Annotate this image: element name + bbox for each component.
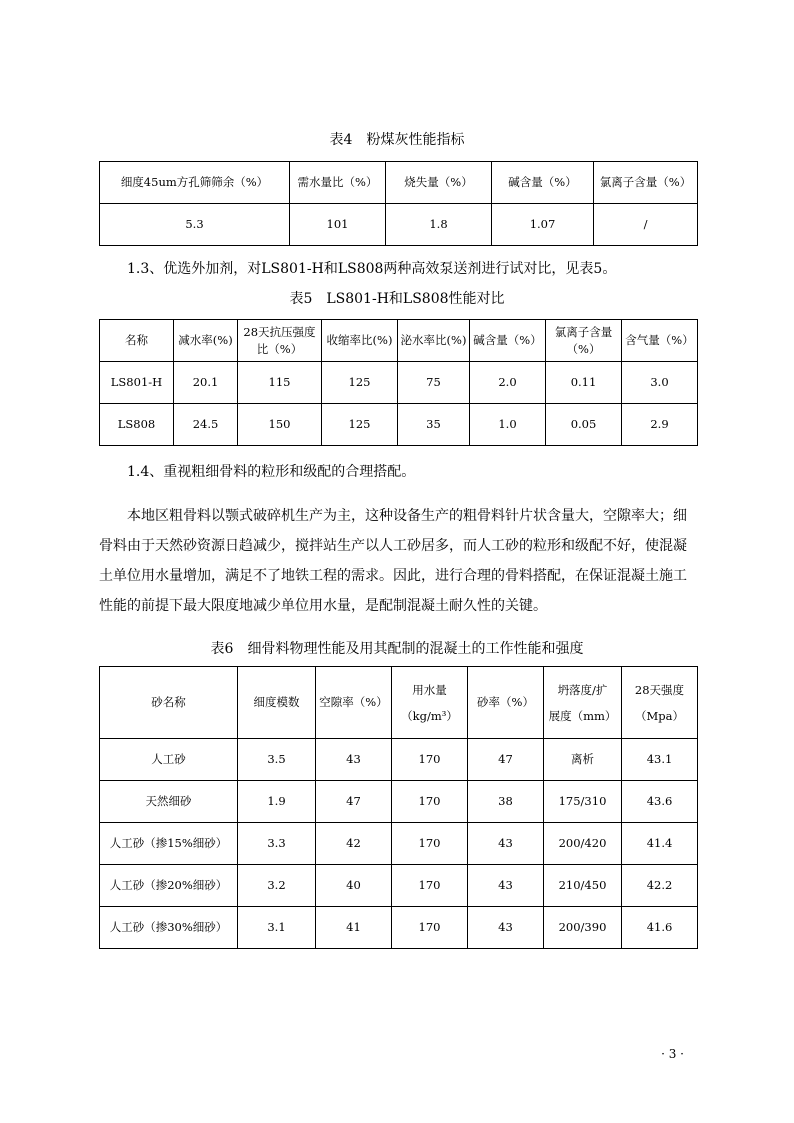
table4-cell: 1.07 <box>492 204 594 246</box>
table6-cell: 3.3 <box>238 823 316 865</box>
table6-cell: 200/390 <box>544 907 622 949</box>
table5-cell: 0.05 <box>546 404 622 446</box>
table-row <box>100 739 698 781</box>
table5-header-name: 名称 <box>100 320 174 362</box>
table6-caption: 表6 细骨料物理性能及用其配制的混凝土的工作性能和强度 <box>210 641 584 657</box>
table6-cell: 170 <box>392 823 468 865</box>
table6-header-strength <box>622 667 698 739</box>
table6-cell: 43 <box>316 739 392 781</box>
table6-cell: 3.1 <box>238 907 316 949</box>
table6-cell: 41.6 <box>622 907 698 949</box>
table6-header-void-ratio: 空隙率（%） <box>316 667 392 739</box>
table5-caption: 表5 LS801-H和LS808性能对比 <box>289 291 505 307</box>
table5-cell: 3.0 <box>622 362 698 404</box>
page-number: · 3 · <box>661 1047 684 1061</box>
table4-header-water-demand: 需水量比（%） <box>290 162 386 204</box>
table6-header-water-line2: （kg/m³） <box>401 708 458 723</box>
table4-cell: 1.8 <box>386 204 492 246</box>
table5-header-strength-ratio: 28天抗压强度比（%） <box>238 320 322 362</box>
table6-cell: 170 <box>392 907 468 949</box>
table5-cell: 0.11 <box>546 362 622 404</box>
table6-header-water <box>392 667 468 739</box>
table5-header-chloride: 氯离子含量（%） <box>546 320 622 362</box>
table5-cell: 115 <box>238 362 322 404</box>
table5-cell: LS801-H <box>100 362 174 404</box>
table4-header-loss: 烧失量（%） <box>386 162 492 204</box>
table5-cell: 35 <box>398 404 470 446</box>
table6-header-slump-line2: 展度（mm） <box>548 708 617 723</box>
table6-header-fineness-modulus: 细度模数 <box>238 667 316 739</box>
table6-cell: 3.5 <box>238 739 316 781</box>
table6-header-slump <box>544 667 622 739</box>
table6-cell: 1.9 <box>238 781 316 823</box>
table6-cell: 41.4 <box>622 823 698 865</box>
table6-header-sand-name: 砂名称 <box>100 667 238 739</box>
table5-header-shrinkage: 收缩率比(%) <box>322 320 398 362</box>
table6-cell: 38 <box>468 781 544 823</box>
table4-cell: 5.3 <box>100 204 290 246</box>
table6-cell: 170 <box>392 739 468 781</box>
paragraph-body: 本地区粗骨料以颚式破碎机生产为主，这种设备生产的粗骨料针片状含量大，空隙率大；细骨料由于天然砂资源日趋减少，搅拌站生产以人工砂居多，而人工砂的粒形和级配不好，使混凝土单位用水量增加，满足不了地铁工程的需求。因此，进行合理的骨料搭配，在保证混凝土施工性能的前提下最大限度地减少单位用水量，是配制混凝土耐久性的关键。 <box>99 508 687 614</box>
table6-cell: 41 <box>316 907 392 949</box>
table6-cell: 42 <box>316 823 392 865</box>
table6-cell: 43 <box>468 823 544 865</box>
table-row <box>100 823 698 865</box>
table6-cell: 170 <box>392 781 468 823</box>
table6-header-strength-line2: （Mpa） <box>635 708 684 723</box>
table6-header-sand-ratio: 砂率（%） <box>468 667 544 739</box>
table4-header-fineness: 细度45um方孔筛筛余（%） <box>100 162 290 204</box>
table5-cell: LS808 <box>100 404 174 446</box>
table6 <box>99 666 698 949</box>
table4-cell: / <box>594 204 698 246</box>
table4-cell: 101 <box>290 204 386 246</box>
table5-cell: 125 <box>322 362 398 404</box>
table5-cell: 20.1 <box>174 362 238 404</box>
paragraph-1-3: 1.3、优选外加剂，对LS801-H和LS808两种高效泵送剂进行试对比，见表5。 <box>127 261 617 277</box>
table6-cell: 天然细砂 <box>100 781 238 823</box>
table-row <box>100 404 698 446</box>
table6-cell: 200/420 <box>544 823 622 865</box>
table5-header-water-reduction: 减水率(%) <box>174 320 238 362</box>
table6-cell: 3.2 <box>238 865 316 907</box>
table6-cell: 43.1 <box>622 739 698 781</box>
table5-cell: 150 <box>238 404 322 446</box>
table6-header-strength-line1: 28天强度 <box>634 682 685 697</box>
table6-cell: 40 <box>316 865 392 907</box>
table5-header-alkali: 碱含量（%） <box>470 320 546 362</box>
table6-cell: 175/310 <box>544 781 622 823</box>
table6-cell: 离析 <box>544 739 622 781</box>
table5-header-bleeding: 泌水率比(%) <box>398 320 470 362</box>
table6-cell: 人工砂 <box>100 739 238 781</box>
table6-cell: 人工砂（掺30%细砂） <box>100 907 238 949</box>
table5-cell: 2.0 <box>470 362 546 404</box>
table5-cell: 75 <box>398 362 470 404</box>
table6-cell: 170 <box>392 865 468 907</box>
table-row <box>100 362 698 404</box>
table-row <box>100 781 698 823</box>
table6-cell: 人工砂（掺20%细砂） <box>100 865 238 907</box>
table4 <box>99 161 698 246</box>
table4-header-alkali: 碱含量（%） <box>492 162 594 204</box>
table5-cell: 24.5 <box>174 404 238 446</box>
table6-header-slump-line1: 坍落度/扩 <box>557 682 608 697</box>
paragraph-1-4: 1.4、重视粗细骨料的粒形和级配的合理搭配。 <box>127 464 416 480</box>
table6-cell: 43 <box>468 907 544 949</box>
table5-cell: 2.9 <box>622 404 698 446</box>
table6-cell: 47 <box>468 739 544 781</box>
table5 <box>99 319 698 446</box>
table6-cell: 43 <box>468 865 544 907</box>
table5-cell: 125 <box>322 404 398 446</box>
table6-cell: 人工砂（掺15%细砂） <box>100 823 238 865</box>
table6-cell: 42.2 <box>622 865 698 907</box>
table6-header-water-line1: 用水量 <box>412 682 447 697</box>
table6-cell: 43.6 <box>622 781 698 823</box>
table6-cell: 210/450 <box>544 865 622 907</box>
table5-cell: 1.0 <box>470 404 546 446</box>
table-row <box>100 865 698 907</box>
table-row <box>100 907 698 949</box>
table4-header-chloride: 氯离子含量（%） <box>594 162 698 204</box>
table5-header-air: 含气量（%） <box>622 320 698 362</box>
table6-cell: 47 <box>316 781 392 823</box>
table4-caption: 表4 粉煤灰性能指标 <box>329 132 465 148</box>
